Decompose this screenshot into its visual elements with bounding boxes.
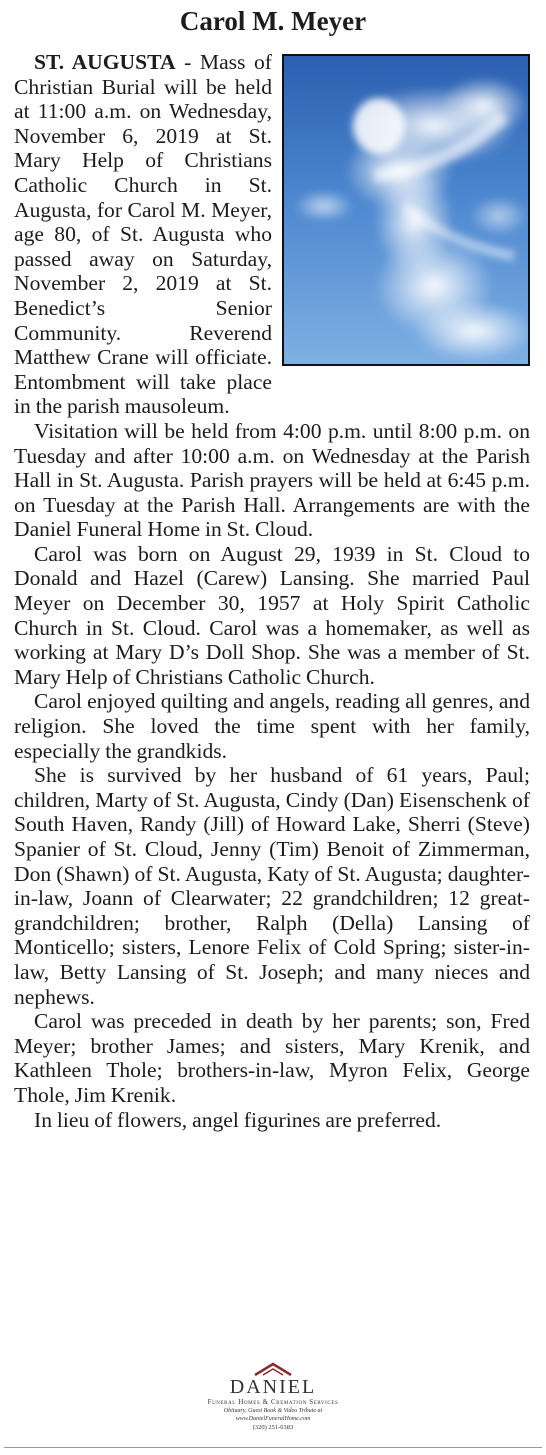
funeral-home-subtitle: Funeral Homes & Cremation Services <box>207 1398 339 1406</box>
funeral-home-phone: (320) 251-0383 <box>252 1424 294 1431</box>
obituary-paragraph: Visitation will be held from 4:00 p.m. until 8:00 p.m. on Tuesday and after 10:00 a.m. on Wednesday at the Parish Hall in St. Augusta. Parish prayers will be held at 6:45 p.m. on Tuesday at the Parish Hall. Arrangements are with the Daniel Funeral Home in St. Cloud. <box>14 418 530 542</box>
obituary-body <box>14 50 530 1132</box>
funeral-home-tribute-line: Obituary, Guest Book & Video Tribute at <box>223 1408 323 1414</box>
obituary-paragraph: Carol was preceded in death by her parents; son, Fred Meyer; brother James; and sisters, Mary Krenik, and Kathleen Thole; brothers-in-law, Myron Felix, George Thole, Jim Krenik. <box>14 1009 530 1107</box>
obituary-paragraph: Carol was born on August 29, 1939 in St. Cloud to Donald and Hazel (Carew) Lansing. She married Paul Meyer on December 30, 1957 at Holy Spirit Catholic Church in St. Cloud. Carol was a homemaker, as well as working at Mary D’s Doll Shop. She was a member of St. Mary Help of Christians Catholic Church. <box>14 541 530 689</box>
angel-cloud-photo <box>282 54 530 366</box>
funeral-home-logo <box>180 1362 366 1432</box>
funeral-home-website: www.DanielFuneralHome.com <box>235 1416 311 1422</box>
obituary-paragraph: She is survived by her husband of 61 years, Paul; children, Marty of St. Augusta, Cindy (Dan) Eisenschenk of South Haven, Randy (Jill) of Howard Lake, Sherri (Steve) Spanier of St. Cloud, Jenny (Tim) Benoit of Zimmerman, Don (Shawn) of St. Augusta, Katy of St. Augusta; daughter-in-law, Joann of Clearwater; 22 grandchildren; 12 great-grandchildren; brother, Ralph (Della) Lansing of Monticello; sisters, Lenore Felix of Cold Spring; sister-in-law, Betty Lansing of St. Joseph; and many nieces and nephews. <box>14 763 530 1009</box>
angel-cloud-illustration <box>284 56 528 364</box>
funeral-home-name: DANIEL <box>229 1376 317 1398</box>
bottom-rule <box>4 1447 542 1448</box>
obituary-dateline: ST. AUGUSTA <box>34 50 176 74</box>
obituary-paragraph-1-text: - Mass of Christian Burial will be held at 11:00 a.m. on Wednesday, November 6, 2019 at St. Mary Help of Christians Catholic Church in St. Augusta, for Carol M. Meyer, age 80, of St. Augusta who passed away on Saturday, November 2, 2019 at St. Benedict’s Senior Community. Reverend Matthew Crane will officiate. Entombment will take place in the parish mausoleum. <box>14 50 272 419</box>
obituary-paragraph: Carol enjoyed quilting and angels, reading all genres, and religion. She loved the time spent with her family, especially the grandkids. <box>14 689 530 763</box>
roof-icon <box>253 1362 293 1376</box>
obituary-title: Carol M. Meyer <box>179 6 367 36</box>
obituary-paragraph: In lieu of flowers, angel figurines are preferred. <box>34 1107 442 1132</box>
